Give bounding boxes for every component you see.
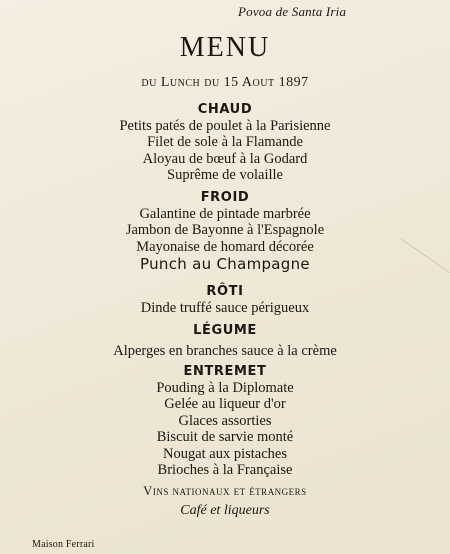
menu-title: MENU bbox=[179, 32, 271, 63]
section-heading: CHAUD bbox=[197, 102, 253, 117]
menu-item: Brioches à la Française bbox=[157, 462, 293, 479]
coffee-line: Café et liqueurs bbox=[180, 503, 270, 518]
menu-item: Gelée au liqueur d'or bbox=[164, 396, 286, 413]
section-heading: RÔTI bbox=[206, 284, 244, 299]
menu-item: Punch au Champagne bbox=[140, 255, 310, 274]
menu-item: Alperges en branches sauce à la crème bbox=[113, 343, 337, 359]
wines-line: Vins nationaux et étrangers bbox=[143, 484, 307, 498]
menu-item: Glaces assorties bbox=[178, 412, 272, 429]
menu-item: Petits patés de poulet à la Parisienne bbox=[119, 118, 331, 134]
menu-item: Suprême de volaille bbox=[167, 167, 283, 184]
menu-item: Aloyau de bœuf à la Godard bbox=[142, 150, 308, 167]
menu-item: Galantine de pintade marbrée bbox=[139, 206, 311, 222]
printer-name: Maison Ferrari bbox=[32, 539, 95, 550]
menu-item: Jambon de Bayonne à l'Espagnole bbox=[125, 222, 325, 239]
menu-item: Mayonaise de homard décorée bbox=[136, 238, 314, 255]
section-heading: LÉGUME bbox=[193, 323, 257, 338]
section-chaud bbox=[0, 101, 450, 184]
menu-item: Pouding à la Diplomate bbox=[156, 380, 294, 396]
menu-item: Nougat aux pistaches bbox=[162, 445, 288, 462]
menu-item: Biscuit de sarvie monté bbox=[156, 429, 294, 446]
menu-item: Dinde truffé sauce périgueux bbox=[140, 300, 310, 316]
section-roti bbox=[0, 283, 450, 316]
menu-item: Filet de sole à la Flamande bbox=[147, 134, 303, 151]
location-text: Povoa de Santa Iria bbox=[238, 4, 347, 19]
section-heading: ENTREMET bbox=[183, 364, 267, 379]
section-froid bbox=[0, 189, 450, 273]
section-legume bbox=[0, 322, 450, 359]
section-heading: FROID bbox=[200, 190, 250, 205]
menu-subtitle: du Lunch du 15 Aout 1897 bbox=[141, 75, 309, 90]
section-entremet bbox=[0, 363, 450, 478]
